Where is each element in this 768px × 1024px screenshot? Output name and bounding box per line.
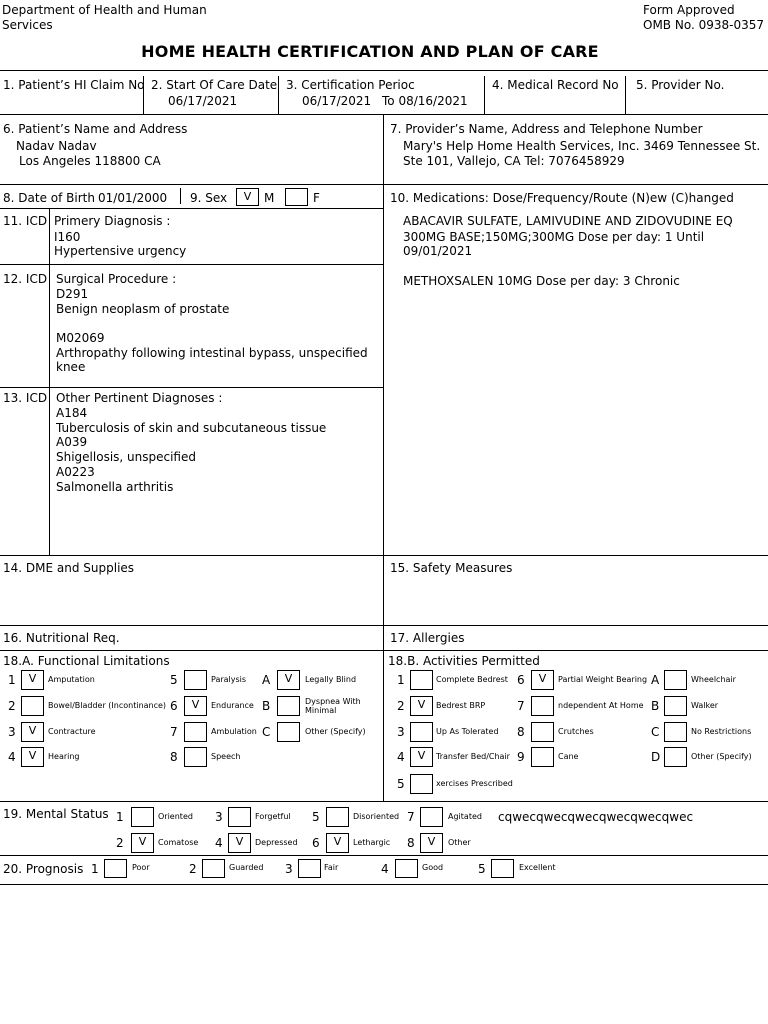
- other-diagnosis-line: Tuberculosis of skin and subcutaneous tissue: [56, 421, 327, 435]
- option-number: 6: [170, 699, 178, 713]
- divider: [484, 76, 485, 114]
- rule: [0, 184, 768, 185]
- poor-checkbox[interactable]: [104, 859, 127, 878]
- no-restrictions-checkbox[interactable]: [664, 722, 687, 742]
- icd13-label: 13. ICD: [3, 391, 48, 405]
- rule: [0, 70, 768, 71]
- option-letter: B: [651, 699, 660, 713]
- depressed-checkbox[interactable]: V: [228, 833, 251, 853]
- option-number: 4: [397, 750, 405, 764]
- ambulation-label: Ambulation: [211, 727, 257, 736]
- cane-label: Cane: [558, 752, 579, 761]
- forgetful-label: Forgetful: [255, 812, 291, 821]
- speech-checkbox[interactable]: [184, 747, 207, 767]
- option-number: 3: [397, 725, 405, 739]
- primary-diagnosis-title: Primery Diagnosis :: [54, 214, 171, 228]
- other-diagnosis-line: A184: [56, 406, 88, 420]
- provider-no-label: 5. Provider No.: [636, 78, 725, 92]
- dob-value: 01/01/2000: [98, 191, 168, 205]
- mental-other-label: Other: [448, 838, 471, 847]
- rule: [0, 114, 768, 115]
- divider: [278, 76, 279, 114]
- option-number: 5: [312, 810, 320, 824]
- form-approved: Form Approved: [643, 3, 735, 17]
- omb-number: OMB No. 0938-0357: [643, 18, 764, 32]
- form-title: HOME HEALTH CERTIFICATION AND PLAN OF CARE: [141, 42, 599, 61]
- disoriented-checkbox[interactable]: [326, 807, 349, 827]
- option-number: 9: [517, 750, 525, 764]
- medication-line: METHOXSALEN 10MG Dose per day: 3 Chronic: [403, 274, 680, 288]
- option-letter: C: [651, 725, 660, 739]
- other-diagnosis-line: A039: [56, 435, 88, 449]
- sex-male-label: M: [264, 191, 275, 205]
- divider: [625, 76, 626, 114]
- exercises-label: xercises Prescribed: [436, 779, 513, 788]
- activities-other-checkbox[interactable]: [664, 747, 687, 767]
- option-letter: B: [262, 699, 271, 713]
- rule: [0, 264, 384, 265]
- prognosis-label: 20. Prognosis: [3, 862, 84, 876]
- lethargic-label: Lethargic: [353, 838, 391, 847]
- good-label: Good: [422, 863, 444, 872]
- cert-period-to: To 08/16/2021: [382, 94, 468, 108]
- surgical-line: Benign neoplasm of prostate: [56, 302, 230, 316]
- exercises-checkbox[interactable]: [410, 774, 433, 794]
- patient-address: Los Angeles 118800 CA: [19, 154, 161, 168]
- endurance-label: Endurance: [211, 701, 254, 710]
- option-number: 2: [116, 836, 124, 850]
- patient-name-label: 6. Patient’s Name and Address: [3, 122, 188, 136]
- poor-label: Poor: [132, 863, 150, 872]
- sex-female-checkbox[interactable]: [285, 188, 308, 206]
- surgical-procedure-title: Surgical Procedure :: [56, 272, 177, 286]
- rule: [0, 650, 768, 651]
- option-number: 3: [8, 725, 16, 739]
- option-number: 3: [285, 862, 293, 876]
- department-line-1: Department of Health and Human: [2, 3, 207, 17]
- surgical-line: Arthropathy following intestinal bypass, unspecified: [56, 346, 368, 360]
- option-number: 2: [8, 699, 16, 713]
- option-number: 8: [517, 725, 525, 739]
- option-number: 3: [215, 810, 223, 824]
- rule: [0, 387, 384, 388]
- amputation-checkbox[interactable]: V: [21, 670, 44, 690]
- speech-label: Speech: [211, 752, 241, 761]
- option-number: 5: [397, 777, 405, 791]
- partial-weight-label: Partial Weight Bearing: [558, 675, 648, 684]
- cert-period-from: 06/17/2021: [302, 94, 372, 108]
- forgetful-checkbox[interactable]: [228, 807, 251, 827]
- func-other-checkbox[interactable]: [277, 722, 300, 742]
- bedrest-brp-label: Bedrest BRP: [436, 701, 486, 710]
- surgical-line: knee: [56, 360, 86, 374]
- option-number: 2: [397, 699, 405, 713]
- oriented-checkbox[interactable]: [131, 807, 154, 827]
- column-divider: [383, 114, 384, 801]
- option-number: 6: [517, 673, 525, 687]
- mental-other-checkbox[interactable]: V: [420, 833, 443, 853]
- no-restrictions-label: No Restrictions: [691, 727, 752, 736]
- rule: [0, 555, 768, 556]
- contracture-checkbox[interactable]: V: [21, 722, 44, 742]
- option-number: 8: [407, 836, 415, 850]
- option-number: 5: [170, 673, 178, 687]
- contracture-label: Contracture: [48, 727, 96, 736]
- dob-label: 8. Date of Birth: [3, 191, 95, 205]
- provider-line-1: Mary's Help Home Health Services, Inc. 3469 Tennessee St.: [403, 139, 761, 153]
- comatose-label: Comatose: [158, 838, 199, 847]
- transfer-bed-chair-label: Transfer Bed/Chair: [436, 752, 510, 761]
- bowel-bladder-label: Bowel/Bladder (Incontinance): [48, 701, 167, 710]
- medication-line: 09/01/2021: [403, 244, 473, 258]
- medication-line: 300MG BASE;150MG;300MG Dose per day: 1 Until: [403, 230, 705, 244]
- safety-label: 15. Safety Measures: [390, 561, 513, 575]
- dyspnea-label-2: Minimal: [305, 706, 337, 715]
- option-number: 1: [91, 862, 99, 876]
- other-diagnosis-line: Shigellosis, unspecified: [56, 450, 196, 464]
- option-letter: A: [651, 673, 660, 687]
- complete-bedrest-label: Complete Bedrest: [436, 675, 508, 684]
- mental-other-text: cqwecqwecqwecqwecqwecqwec: [498, 810, 694, 824]
- patient-name: Nadav Nadav: [16, 139, 97, 153]
- functional-limitations-label: 18.A. Functional Limitations: [3, 654, 170, 668]
- dme-label: 14. DME and Supplies: [3, 561, 135, 575]
- activities-other-label: Other (Specify): [691, 752, 752, 761]
- bedrest-brp-checkbox[interactable]: V: [410, 696, 433, 716]
- medications-label: 10. Medications: Dose/Frequency/Route (N)ew (C)hanged: [390, 191, 734, 205]
- surgical-line: M02069: [56, 331, 105, 345]
- good-checkbox[interactable]: [395, 859, 418, 878]
- icd-column-divider: [49, 208, 50, 555]
- option-number: 1: [397, 673, 405, 687]
- option-number: 6: [312, 836, 320, 850]
- department-line-2: Services: [2, 18, 53, 32]
- provider-label: 7. Provider’s Name, Address and Telephone Number: [390, 122, 703, 136]
- amputation-label: Amputation: [48, 675, 95, 684]
- divider: [180, 188, 181, 204]
- fair-checkbox[interactable]: [298, 859, 321, 878]
- option-number: 1: [8, 673, 16, 687]
- option-number: 7: [517, 699, 525, 713]
- fair-label: Fair: [324, 863, 339, 872]
- option-letter: C: [262, 725, 271, 739]
- icd12-label: 12. ICD: [3, 272, 48, 286]
- walker-label: Walker: [691, 701, 719, 710]
- other-diagnoses-title: Other Pertinent Diagnoses :: [56, 391, 223, 405]
- agitated-label: Agitated: [448, 812, 482, 821]
- guarded-label: Guarded: [229, 863, 264, 872]
- sex-label: 9. Sex: [190, 191, 228, 205]
- lethargic-checkbox[interactable]: V: [326, 833, 349, 853]
- wheelchair-checkbox[interactable]: [664, 670, 687, 690]
- ambulation-checkbox[interactable]: [184, 722, 207, 742]
- crutches-checkbox[interactable]: [531, 722, 554, 742]
- func-other-label: Other (Specify): [305, 727, 366, 736]
- rule: [0, 884, 768, 885]
- medication-line: ABACAVIR SULFATE, LAMIVUDINE AND ZIDOVUDINE EQ: [403, 214, 733, 228]
- start-of-care-value: 06/17/2021: [168, 94, 238, 108]
- option-letter: D: [651, 750, 661, 764]
- transfer-bed-chair-checkbox[interactable]: V: [410, 747, 433, 767]
- dyspnea-label: Dyspnea With: [305, 697, 361, 706]
- depressed-label: Depressed: [255, 838, 298, 847]
- primary-diagnosis-code: I160: [54, 230, 81, 244]
- option-number: 4: [8, 750, 16, 764]
- oriented-label: Oriented: [158, 812, 193, 821]
- comatose-checkbox[interactable]: V: [131, 833, 154, 853]
- option-number: 1: [116, 810, 124, 824]
- allergies-label: 17. Allergies: [390, 631, 465, 645]
- option-number: 4: [215, 836, 223, 850]
- option-number: 5: [478, 862, 486, 876]
- other-diagnosis-line: A0223: [56, 465, 95, 479]
- rule: [0, 855, 768, 856]
- independent-home-checkbox[interactable]: [531, 696, 554, 716]
- option-number: 2: [189, 862, 197, 876]
- complete-bedrest-checkbox[interactable]: [410, 670, 433, 690]
- start-of-care-label: 2. Start Of Care Date: [151, 78, 278, 92]
- sex-male-checkbox[interactable]: V: [236, 188, 259, 206]
- legally-blind-checkbox[interactable]: V: [277, 670, 300, 690]
- option-letter: A: [262, 673, 271, 687]
- crutches-label: Crutches: [558, 727, 594, 736]
- option-number: 4: [381, 862, 389, 876]
- up-as-tolerated-checkbox[interactable]: [410, 722, 433, 742]
- activities-permitted-label: 18.B. Activities Permitted: [388, 654, 540, 668]
- guarded-checkbox[interactable]: [202, 859, 225, 878]
- paralysis-checkbox[interactable]: [184, 670, 207, 690]
- nutrition-label: 16. Nutritional Req.: [3, 631, 120, 645]
- cert-period-label: 3. Certification Perioc: [286, 78, 415, 92]
- surgical-line: D291: [56, 287, 89, 301]
- walker-checkbox[interactable]: [664, 696, 687, 716]
- option-number: 8: [170, 750, 178, 764]
- primary-diagnosis-desc: Hypertensive urgency: [54, 244, 187, 258]
- rule: [0, 801, 768, 802]
- excellent-checkbox[interactable]: [491, 859, 514, 878]
- option-number: 7: [170, 725, 178, 739]
- excellent-label: Excellent: [519, 863, 556, 872]
- legally-blind-label: Legally Blind: [305, 675, 357, 684]
- medical-record-label: 4. Medical Record No: [492, 78, 619, 92]
- provider-line-2: Ste 101, Vallejo, CA Tel: 7076458929: [403, 154, 625, 168]
- independent-home-label: ndependent At Home: [558, 701, 644, 710]
- rule: [0, 208, 384, 209]
- disoriented-label: Disoriented: [353, 812, 400, 821]
- dyspnea-checkbox[interactable]: [277, 696, 300, 716]
- endurance-checkbox[interactable]: V: [184, 696, 207, 716]
- sex-female-label: F: [313, 191, 320, 205]
- option-number: 7: [407, 810, 415, 824]
- hearing-checkbox[interactable]: V: [21, 747, 44, 767]
- wheelchair-label: Wheelchair: [691, 675, 736, 684]
- mental-status-label: 19. Mental Status: [3, 807, 109, 821]
- claim-no-label: 1. Patient’s HI Claim No: [3, 78, 145, 92]
- bowel-bladder-checkbox[interactable]: [21, 696, 44, 716]
- icd11-label: 11. ICD: [3, 214, 48, 228]
- other-diagnosis-line: Salmonella arthritis: [56, 480, 174, 494]
- hearing-label: Hearing: [48, 752, 80, 761]
- partial-weight-checkbox[interactable]: V: [531, 670, 554, 690]
- up-as-tolerated-label: Up As Tolerated: [436, 727, 499, 736]
- agitated-checkbox[interactable]: [420, 807, 443, 827]
- paralysis-label: Paralysis: [211, 675, 247, 684]
- rule: [0, 625, 768, 626]
- cane-checkbox[interactable]: [531, 747, 554, 767]
